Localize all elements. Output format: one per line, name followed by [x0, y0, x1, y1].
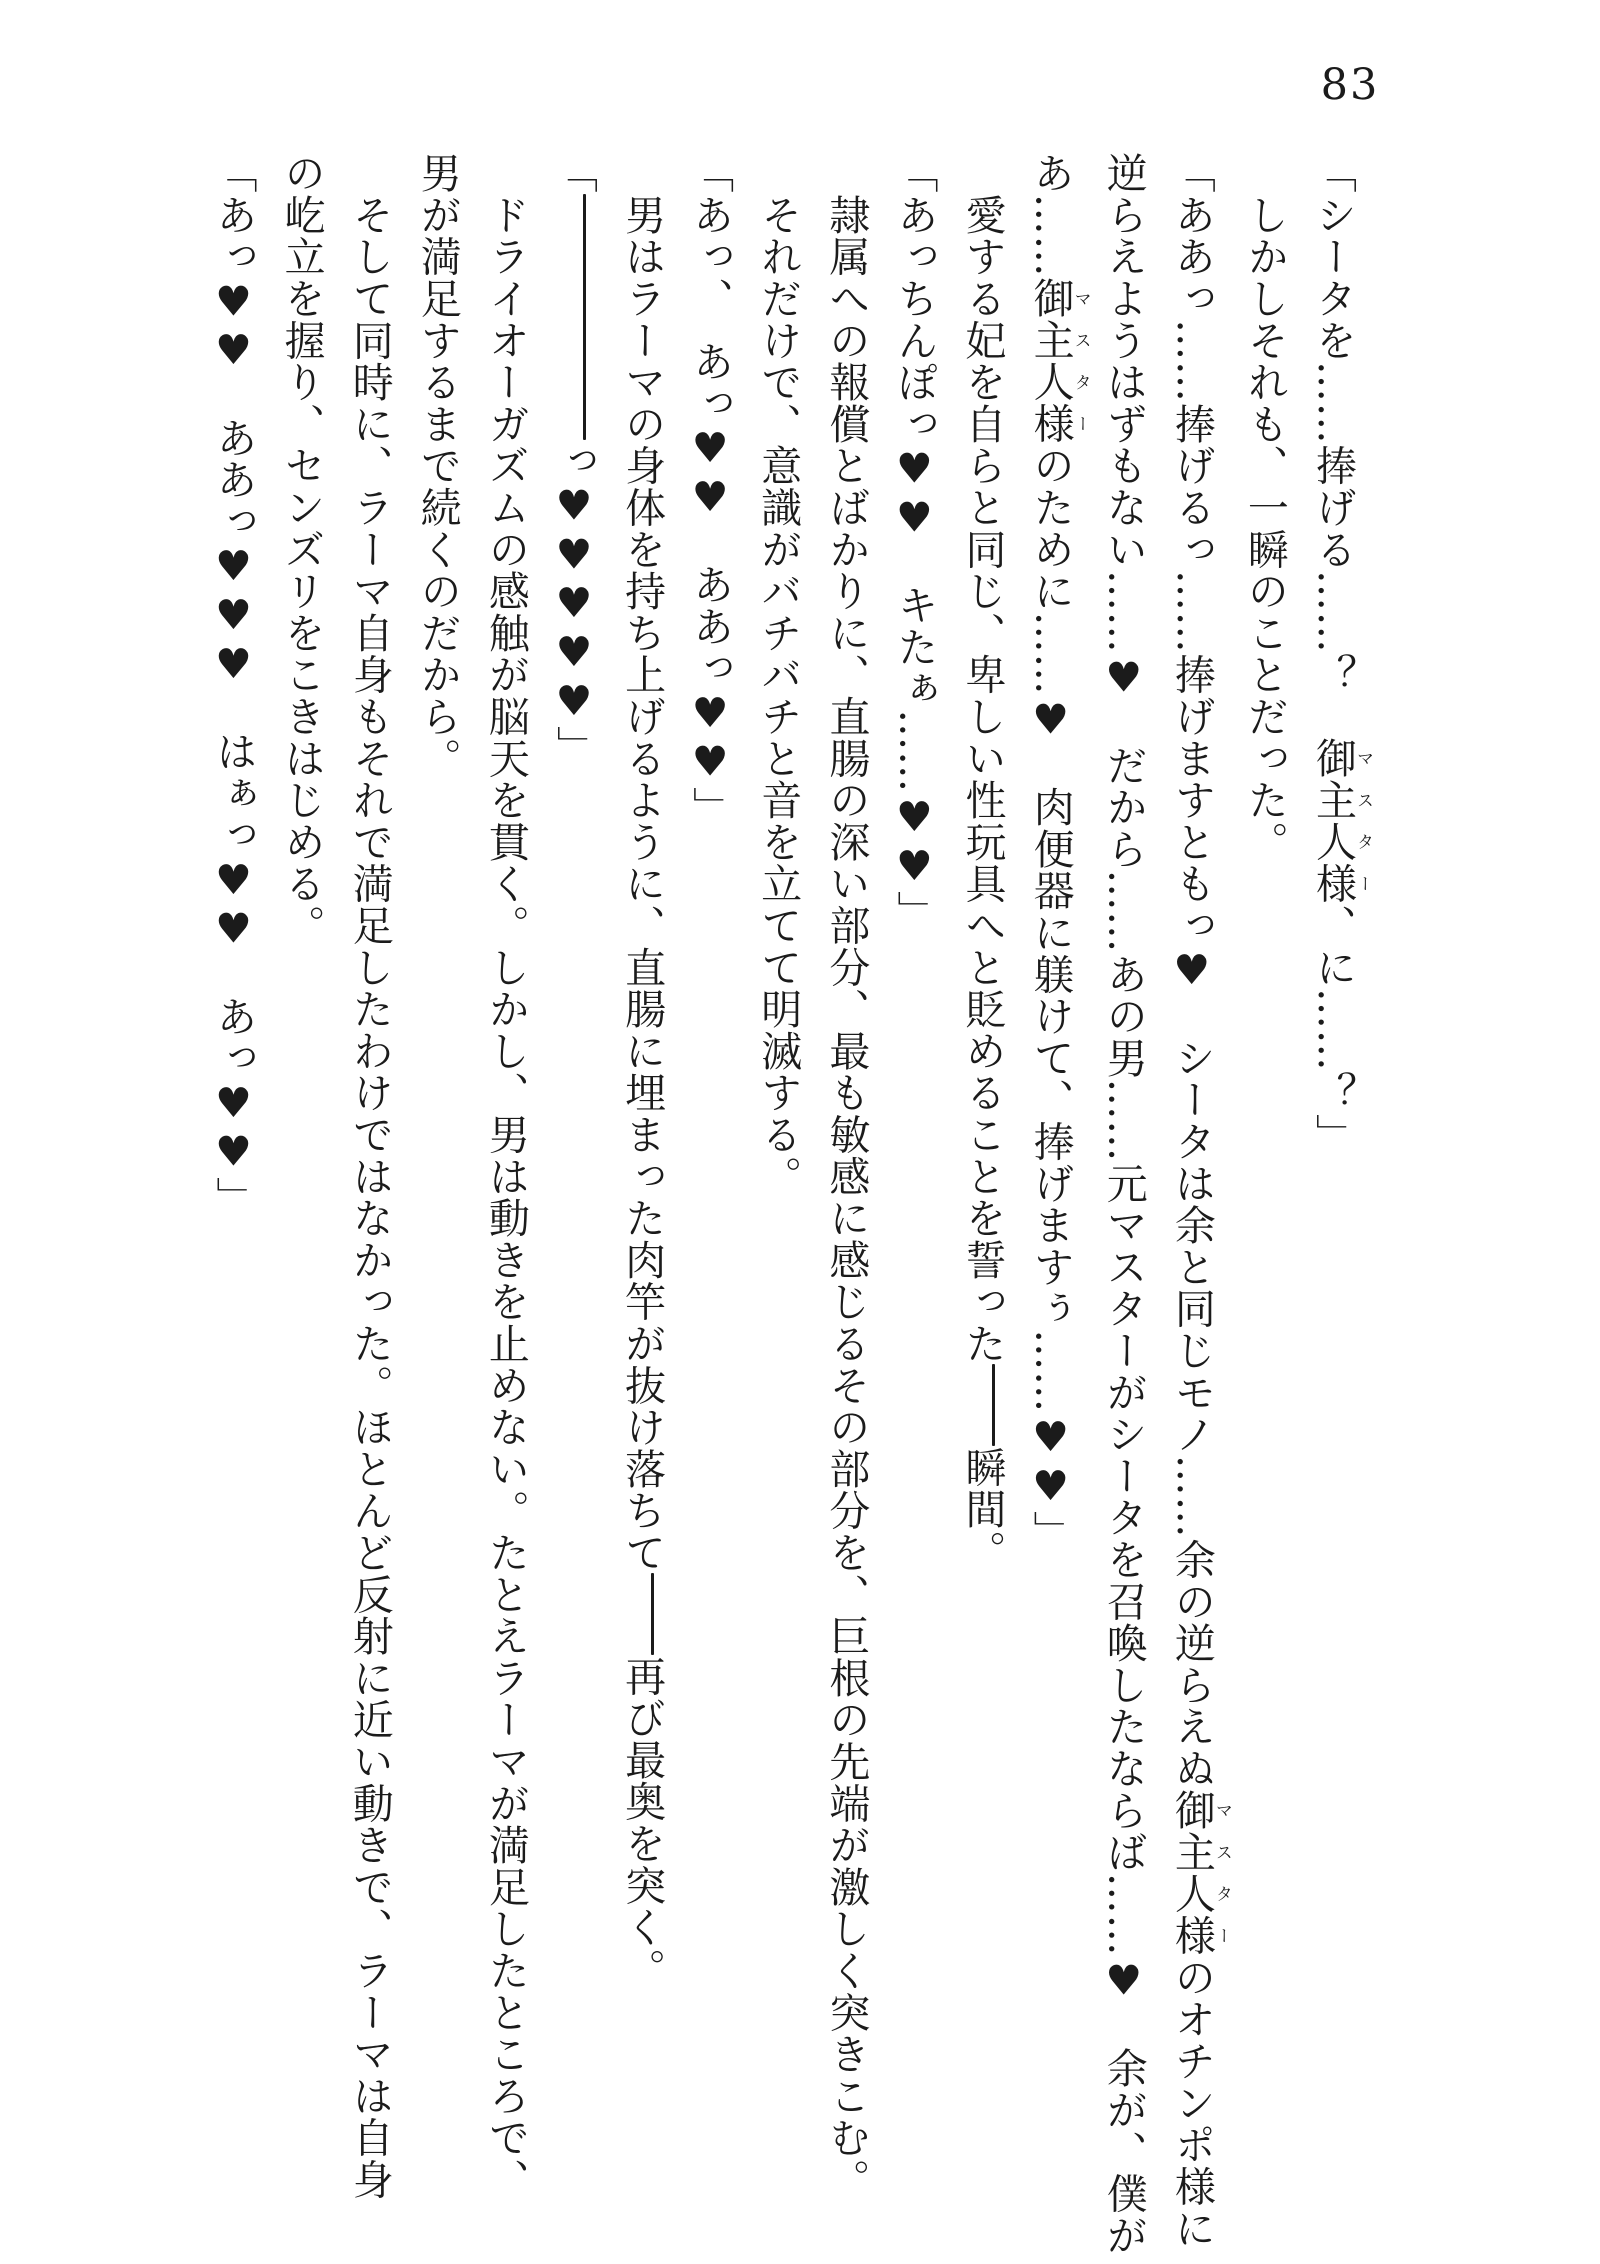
text-column-4: 逆らえようはずもない……♥ だから……あの男……元マスターがシータを召喚したならば……♥ 余が、僕が	[1099, 152, 1148, 2256]
text-column-3: 「ああっ……捧げるっ……捧げますともっ♥ シータは余と同じモノ……余の逆らえぬ御主人様マスターのオチンポ様に	[1167, 152, 1232, 2250]
ruby-annotated-word: 御主人様マスター	[1309, 737, 1373, 905]
text-column-5: あ……御主人様マスターのために……♥ 肉便器に躾けて、捧げますぅ……♥♥」	[1026, 152, 1091, 1553]
text-column-13: ドライオーガズムの感触が脳天を貫く。しかし、男は動きを止めない。たとえラーマが満足したところで、	[481, 152, 530, 2201]
text-column-11: 男はラーマの身体を持ち上げるように、直腸に埋まった肉竿が抜け落ちて再び最奥を突く。	[618, 152, 667, 1990]
text-column-7: 「あっちんぽっ♥♥ キたぁ……♥♥」	[890, 152, 939, 933]
long-dash	[651, 1573, 654, 1655]
text-column-1: 「シータを……捧げる……？ 御主人様マスター、に……？」	[1309, 152, 1373, 1156]
ruby-annotated-word: 御主人様マスター	[1026, 277, 1091, 445]
text-column-15: そして同時に、ラーマ自身もそれで満足したわけではなかった。ほとんど反射に近い動きで、ラーマは自身	[345, 152, 394, 2201]
text-column-6: 愛する妃を自らと同じ、卑しい性玩具へと貶めることを誓った瞬間。	[958, 152, 1007, 1572]
text-column-16: の屹立を握り、センズリをこきはじめる。	[277, 152, 326, 947]
text-column-9: それだけで、意識がバチバチと音を立てて明滅する。	[754, 152, 803, 1197]
text-column-12: 「っ♥♥♥♥♥」	[549, 152, 598, 768]
text-column-8: 隷属への報償とばかりに、直腸の深い部分、最も敏感に感じるその部分を、巨根の先端が激しく突きこむ。	[822, 152, 871, 2201]
text-column-10: 「あっ、 あっ♥♥ ああっ♥♥」	[686, 152, 735, 829]
text-column-14: 男が満足するまで続くのだから。	[413, 152, 462, 779]
page-number: 83	[1320, 60, 1380, 110]
text-column-2: しかしそれも、一瞬のことだった。	[1240, 152, 1289, 863]
long-dash	[992, 1364, 995, 1446]
long-dash	[583, 194, 586, 440]
vertical-text-block	[209, 152, 1373, 2264]
text-column-17: 「あっ♥♥ ああっ♥♥♥ はぁっ♥♥ あっ♥♥」	[209, 152, 258, 1219]
ruby-annotated-word: 御主人様マスター	[1167, 1789, 1232, 1957]
